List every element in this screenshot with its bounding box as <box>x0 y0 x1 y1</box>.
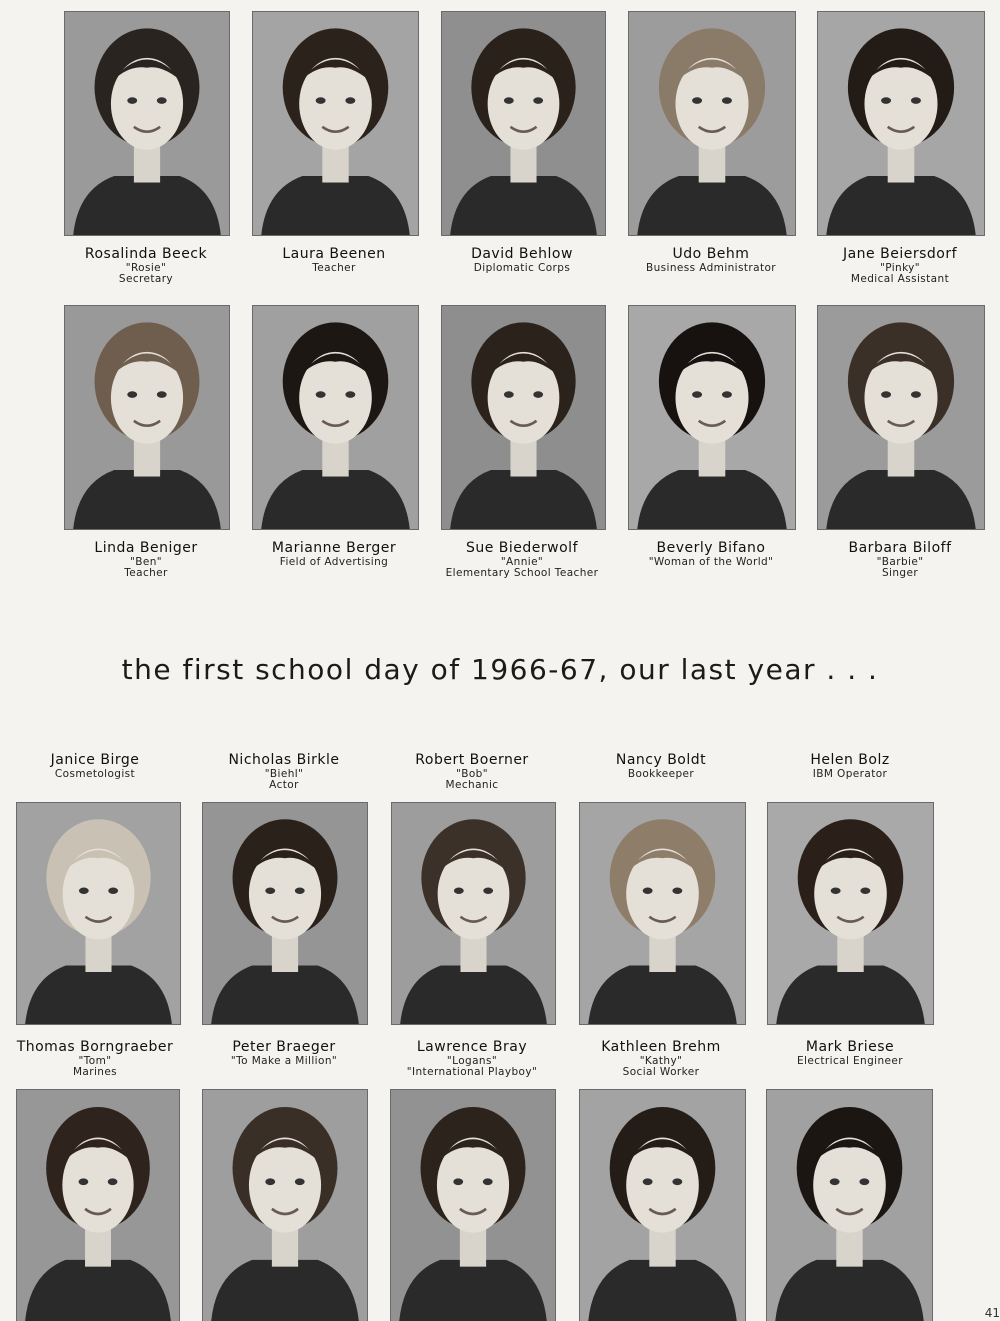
student-name: David Behlow <box>471 246 573 262</box>
portrait-photo <box>441 305 606 530</box>
clothing-shape <box>588 1260 737 1321</box>
eye-shape <box>643 888 653 895</box>
portrait-photo <box>767 802 934 1025</box>
eye-shape <box>533 391 543 398</box>
eye-shape <box>157 391 167 398</box>
student-name: Laura Beenen <box>282 246 386 262</box>
student-goal: "To Make a Million" <box>230 1055 338 1067</box>
neck-shape <box>322 146 348 182</box>
student-goal: Actor <box>269 779 299 791</box>
student-caption <box>800 246 1000 285</box>
neck-shape <box>322 440 348 476</box>
student-nickname: "Tom" <box>78 1055 112 1067</box>
student-goal: Teacher <box>312 262 356 274</box>
portrait-photo <box>628 305 796 530</box>
student-name: Marianne Berger <box>271 540 397 556</box>
student-caption <box>800 540 1000 579</box>
eye-shape <box>316 97 326 104</box>
portrait-silhouette <box>580 1090 745 1321</box>
student-name: Robert Boerner <box>415 752 529 768</box>
eye-shape <box>453 1178 463 1185</box>
portrait-silhouette <box>580 803 745 1024</box>
neck-shape <box>134 146 160 182</box>
clothing-shape <box>25 966 172 1025</box>
neck-shape <box>85 936 111 972</box>
portrait-photo <box>64 11 230 236</box>
clothing-shape <box>776 966 925 1025</box>
student-caption <box>234 246 434 274</box>
eye-shape <box>504 97 514 104</box>
student-name: Kathleen Brehm <box>601 1039 721 1055</box>
student-name: Nicholas Birkle <box>228 752 340 768</box>
eye-shape <box>157 97 167 104</box>
clothing-shape <box>637 176 786 235</box>
student-nickname: "Logans" <box>446 1055 498 1067</box>
student-goal: Marines <box>72 1066 118 1078</box>
student-goal: "Woman of the World" <box>648 556 774 568</box>
portrait-photo <box>817 11 985 236</box>
student-goal: Medical Assistant <box>850 273 950 285</box>
student-goal: Cosmetologist <box>54 768 136 780</box>
portrait-silhouette <box>442 12 605 235</box>
student-name: Sue Biederwolf <box>465 540 579 556</box>
neck-shape <box>460 1229 486 1266</box>
neck-shape <box>85 1229 111 1266</box>
student-goal: Secretary <box>118 273 174 285</box>
eye-shape <box>722 391 732 398</box>
student-caption <box>750 1039 950 1067</box>
student-caption <box>422 246 622 274</box>
clothing-shape <box>450 470 597 529</box>
student-name: Barbara Biloff <box>848 540 952 556</box>
student-nickname: "Annie" <box>500 556 544 568</box>
student-name: Jane Beiersdorf <box>842 246 958 262</box>
portrait-silhouette <box>253 306 418 529</box>
student-goal: Elementary School Teacher <box>445 567 599 579</box>
neck-shape <box>134 440 160 476</box>
student-caption <box>611 540 811 568</box>
eye-shape <box>722 97 732 104</box>
neck-shape <box>272 1229 298 1266</box>
clothing-shape <box>775 1260 924 1321</box>
eye-shape <box>79 888 89 895</box>
student-caption <box>372 752 572 791</box>
eye-shape <box>692 391 702 398</box>
student-nickname: "Rosie" <box>125 262 167 274</box>
neck-shape <box>699 440 726 476</box>
student-name: Lawrence Bray <box>416 1039 528 1055</box>
student-goal: Singer <box>881 567 919 579</box>
student-goal: Electrical Engineer <box>797 1055 903 1067</box>
eye-shape <box>672 888 682 895</box>
portrait-silhouette <box>65 12 229 235</box>
neck-shape <box>699 146 726 182</box>
student-nickname: "Ben" <box>130 556 162 568</box>
eye-shape <box>127 391 137 398</box>
student-nickname: "Barbie" <box>876 556 924 568</box>
eye-shape <box>265 1178 275 1185</box>
student-name: Helen Bolz <box>810 752 890 768</box>
eye-shape <box>108 1178 118 1185</box>
student-nickname: "Pinky" <box>879 262 921 274</box>
student-name: Nancy Boldt <box>615 752 707 768</box>
student-caption <box>0 1039 190 1078</box>
portrait-silhouette <box>391 1090 555 1321</box>
portrait-silhouette <box>767 1090 932 1321</box>
eye-shape <box>859 1178 869 1185</box>
clothing-shape <box>450 176 597 235</box>
student-name: Rosalinda Beeck <box>84 246 208 262</box>
portrait-silhouette <box>392 803 555 1024</box>
neck-shape <box>837 936 863 972</box>
student-caption <box>561 1039 761 1078</box>
clothing-shape <box>211 966 359 1025</box>
neck-shape <box>510 440 536 476</box>
eye-shape <box>672 1178 682 1185</box>
student-goal: IBM Operator <box>812 768 888 780</box>
eye-shape <box>483 1178 493 1185</box>
eye-shape <box>911 97 921 104</box>
portrait-silhouette <box>253 12 418 235</box>
clothing-shape <box>211 1260 359 1321</box>
portrait-photo <box>252 305 419 530</box>
student-name: Udo Behm <box>672 246 750 262</box>
portrait-silhouette <box>203 1090 367 1321</box>
page-headline: the first school day of 1966-67, our last year . . . <box>121 653 879 686</box>
student-goal: Bookkeeper <box>627 768 695 780</box>
student-caption <box>611 246 811 274</box>
student-name: Janice Birge <box>50 752 140 768</box>
portrait-silhouette <box>629 12 795 235</box>
portrait-photo <box>64 305 230 530</box>
eye-shape <box>295 888 305 895</box>
student-caption <box>46 246 246 285</box>
eye-shape <box>108 888 118 895</box>
student-goal: Diplomatic Corps <box>473 262 571 274</box>
clothing-shape <box>73 176 221 235</box>
portrait-photo <box>202 802 368 1025</box>
neck-shape <box>649 1229 675 1266</box>
student-goal: Social Worker <box>622 1066 700 1078</box>
student-name: Linda Beniger <box>94 540 198 556</box>
clothing-shape <box>826 176 975 235</box>
neck-shape <box>836 1229 862 1266</box>
student-caption <box>422 540 622 579</box>
clothing-shape <box>261 176 410 235</box>
portrait-photo <box>766 1089 933 1321</box>
student-caption <box>234 540 434 568</box>
neck-shape <box>888 146 915 182</box>
portrait-silhouette <box>818 306 984 529</box>
student-caption <box>372 1039 572 1078</box>
portrait-silhouette <box>442 306 605 529</box>
clothing-shape <box>826 470 975 529</box>
page-number: 41 <box>984 1306 1000 1320</box>
eye-shape <box>345 97 355 104</box>
eye-shape <box>643 1178 653 1185</box>
clothing-shape <box>588 966 737 1025</box>
clothing-shape <box>637 470 786 529</box>
student-goal: Business Administrator <box>645 262 777 274</box>
student-name: Mark Briese <box>805 1039 895 1055</box>
student-caption <box>750 752 950 780</box>
eye-shape <box>127 97 137 104</box>
portrait-photo <box>817 305 985 530</box>
student-nickname: "Biehl" <box>264 768 304 780</box>
eye-shape <box>504 391 514 398</box>
eye-shape <box>830 1178 840 1185</box>
portrait-photo <box>628 11 796 236</box>
eye-shape <box>265 888 275 895</box>
portrait-silhouette <box>65 306 229 529</box>
eye-shape <box>881 97 891 104</box>
portrait-photo <box>391 802 556 1025</box>
student-caption <box>46 540 246 579</box>
student-caption <box>184 752 384 791</box>
portrait-photo <box>390 1089 556 1321</box>
clothing-shape <box>399 1260 547 1321</box>
eye-shape <box>831 888 841 895</box>
portrait-photo <box>579 802 746 1025</box>
eye-shape <box>316 391 326 398</box>
eye-shape <box>533 97 543 104</box>
student-goal: Teacher <box>124 567 168 579</box>
eye-shape <box>483 888 493 895</box>
eye-shape <box>860 888 870 895</box>
student-caption <box>0 752 190 780</box>
eye-shape <box>911 391 921 398</box>
neck-shape <box>888 440 915 476</box>
clothing-shape <box>261 470 410 529</box>
portrait-photo <box>579 1089 746 1321</box>
portrait-silhouette <box>203 803 367 1024</box>
student-name: Peter Braeger <box>232 1039 336 1055</box>
portrait-silhouette <box>17 1090 179 1321</box>
eye-shape <box>692 97 702 104</box>
portrait-silhouette <box>768 803 933 1024</box>
portrait-silhouette <box>17 803 180 1024</box>
student-name: Beverly Bifano <box>656 540 766 556</box>
eye-shape <box>454 888 464 895</box>
student-goal: Field of Advertising <box>279 556 389 568</box>
neck-shape <box>460 936 486 972</box>
eye-shape <box>881 391 891 398</box>
neck-shape <box>272 936 298 972</box>
student-goal: "International Playboy" <box>406 1066 538 1078</box>
neck-shape <box>510 146 536 182</box>
portrait-silhouette <box>629 306 795 529</box>
clothing-shape <box>400 966 547 1025</box>
portrait-photo <box>441 11 606 236</box>
portrait-photo <box>16 802 181 1025</box>
portrait-photo <box>16 1089 180 1321</box>
clothing-shape <box>25 1260 171 1321</box>
eye-shape <box>295 1178 305 1185</box>
student-caption <box>561 752 761 780</box>
portrait-photo <box>252 11 419 236</box>
eye-shape <box>79 1178 89 1185</box>
eye-shape <box>345 391 355 398</box>
portrait-photo <box>202 1089 368 1321</box>
student-nickname: "Bob" <box>456 768 488 780</box>
student-goal: Mechanic <box>445 779 499 791</box>
clothing-shape <box>73 470 221 529</box>
student-caption <box>184 1039 384 1067</box>
portrait-silhouette <box>818 12 984 235</box>
neck-shape <box>649 936 675 972</box>
student-nickname: "Kathy" <box>639 1055 683 1067</box>
student-name: Thomas Borngraeber <box>16 1039 174 1055</box>
